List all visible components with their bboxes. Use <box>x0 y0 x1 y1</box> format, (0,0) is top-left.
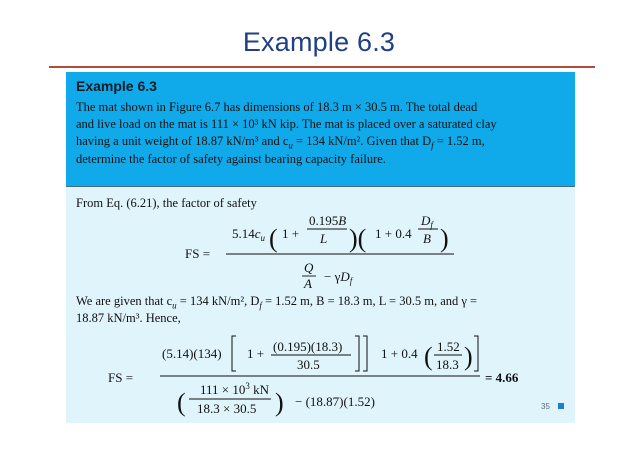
svg-text:(: ( <box>177 388 186 417</box>
svg-text:Q: Q <box>304 260 314 275</box>
svg-text:(5.14)(134): (5.14)(134) <box>162 346 222 361</box>
problem-line-3-head: having a unit weight of 18.87 kN/m³ and c <box>76 134 289 149</box>
given-line-1-mid: = 134 kN/m², D <box>176 294 260 308</box>
problem-line-1: The mat shown in Figure 6.7 has dimensions of 18.3 m × 30.5 m. The total dead <box>76 100 478 114</box>
svg-text:): ) <box>440 224 449 253</box>
svg-text:1 +: 1 + <box>282 226 300 241</box>
problem-line-4: determine the factor of safety against bearing capacity failure. <box>76 151 386 166</box>
svg-text:FS =: FS = <box>108 370 134 385</box>
problem-line-2: and live load on the mat is 111 × 10³ kN kip. The mat is placed over a saturated clay <box>76 117 497 132</box>
svg-text:1 + 0.4: 1 + 0.4 <box>375 226 412 241</box>
example-card <box>66 72 575 423</box>
slide-title: Example 6.3 <box>242 27 396 57</box>
svg-text:− γDf: − $\gamma D_f$ <box>324 269 353 286</box>
svg-text:A: A <box>304 276 312 291</box>
svg-text:− (18.87)(1.52): − (18.87)(1.52) <box>295 394 375 409</box>
svg-text:1.52: 1.52 <box>437 339 460 354</box>
svg-text:30.5: 30.5 <box>297 357 320 372</box>
fs-numeric <box>108 336 519 417</box>
fs-result: = 4.66 <box>485 370 519 385</box>
svg-text:(: ( <box>269 224 278 253</box>
title-divider <box>49 66 595 68</box>
problem-heading: Example 6.3 <box>76 78 157 94</box>
svg-text:)(: )( <box>349 224 367 253</box>
given-line-2: 18.87 kN/m³. Hence, <box>76 311 181 325</box>
problem-line-3-mid: = 134 kN/m². Given that D <box>292 134 432 149</box>
svg-text:): ) <box>275 388 284 417</box>
problem-line-3-end: = 1.52 m, <box>433 134 485 149</box>
svg-text:0.195B: 0.195B <box>309 213 347 228</box>
given-line-1: We are given that $c_u = 134$ kN/m², $D_f = 1.52$ m, B = 18.3 m, L = 30.5 m, and γ = <box>76 294 478 311</box>
svg-text:18.3: 18.3 <box>436 357 459 372</box>
solution-intro: From Eq. (6.21), the factor of safety <box>76 196 257 210</box>
svg-text:Df: $D_f$ <box>421 213 433 230</box>
svg-text:111 × 103 kN: $111 \times 10^3$ kN <box>200 381 270 397</box>
svg-text:(0.195)(18.3): (0.195)(18.3) <box>273 339 343 354</box>
svg-text:1 + 0.4: 1 + 0.4 <box>381 346 418 361</box>
svg-text:B: B <box>423 231 431 246</box>
svg-text:18.3 × 30.5: 18.3 × 30.5 <box>197 401 257 416</box>
page-number: 35 <box>541 402 550 411</box>
svg-text:L: L <box>320 231 328 246</box>
svg-text:): ) <box>464 342 473 371</box>
given-line-1-end: = 1.52 m, B = 18.3 m, L = 30.5 m, and γ = <box>261 294 478 308</box>
fs-formula <box>185 213 454 291</box>
problem-line-3: having a unit weight of 18.87 kN/m³ and $c_u = 134$ kN/m². Given that $D_f = 1.52$ m, <box>76 134 485 151</box>
fs-label: FS = <box>185 246 211 261</box>
equations <box>66 72 575 423</box>
given-line-1-head: We are given that c <box>76 294 173 308</box>
svg-text:1 +: 1 + <box>247 346 265 361</box>
page-marker-icon <box>558 403 564 409</box>
svg-text:(: ( <box>424 342 433 371</box>
svg-text:5.14cu: $5.14c_u$ <box>232 226 266 243</box>
